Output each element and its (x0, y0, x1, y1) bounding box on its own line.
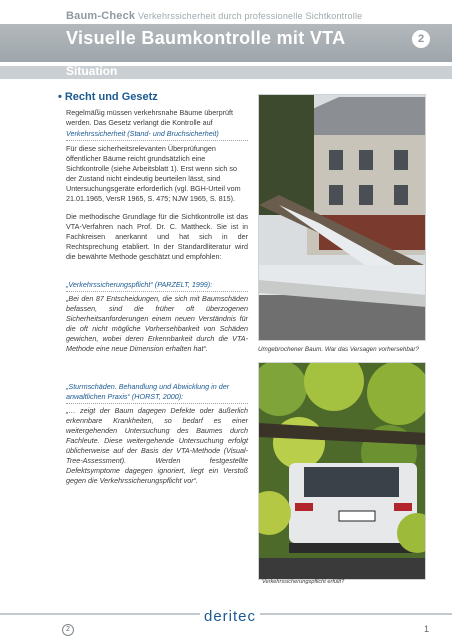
paragraph-3: Die methodische Grundlage für die Sichtkontrolle ist das VTA-Verfahren nach Prof. Dr. C. Mattheck. Sie ist in Fachkreisen anerkannt und hat sich in der Rechtsprechung etabliert. In der Standardliteratur wird die bewährte Methode geschätzt und empfohlen: (66, 212, 248, 261)
page-title: Visuelle Baumkontrolle mit VTA (66, 28, 346, 48)
footer-page-number: 1 (424, 624, 430, 634)
photo-car-accident (258, 362, 426, 580)
chapter-number-badge: 2 (412, 30, 430, 48)
quote-2-title: „Sturmschäden. Behandlung und Abwicklung in der anwaltlichen Praxis“ (HORST, 2000): (66, 382, 230, 401)
section-heading (58, 91, 158, 103)
quote-1-text: „Bei den 87 Entscheidungen, die sich mit Baumschäden befassen, sind die früher oft überzogenen Sicherheitsanforderungen einem neuen Verständnis für die oft nicht mögliche Vorhersehbarkeit von Schäden gewichen, wobei deren Erkennbarkeit durch die VTA-Methode eine neue Dimension erhalten hat“. (66, 294, 248, 353)
section-label: Situation (66, 64, 118, 78)
quote-1-title: „Verkehrssicherungspflicht“ (PARZELT, 1999): (66, 280, 213, 289)
footer-chapter-number: 2 (62, 624, 74, 636)
broken-tree-image (259, 95, 426, 341)
heading-text: Recht und Gesetz (64, 91, 158, 103)
car-accident-image (259, 363, 426, 580)
divider (66, 291, 248, 292)
photo-2-caption: Baumunfall: Hat der Besitzer des Baumes seine Verkehrssicherungspflicht erfüllt? (262, 571, 381, 585)
paragraph-1-link: Verkehrssicherheit (Stand- und Bruchsicherheit) (66, 129, 219, 138)
footer-logo: deritec (200, 608, 260, 625)
brand-name: Baum-Check (66, 10, 136, 22)
divider (66, 140, 248, 141)
brand-subtitle: Verkehrssicherheit durch professionelle Sichtkontrolle (137, 11, 363, 21)
brand-line (66, 10, 362, 22)
photo-1-caption: Umgebrochener Baum. War das Versagen vorhersehbar? (258, 346, 420, 353)
divider (66, 403, 248, 404)
quote-2-text: „… zeigt der Baum dagegen Defekte oder äußerlich erkennbare Krankheiten, so bedarf es einer weitergehenden Untersuchung des Baumes durch Fachleute. Diese weitergehende Untersuchung erfolgt üblicherweise auf der Basis der VTA-Methode (Visual-Tree-Assessment). Werden festgestellte Defektsymptome dagegen ignoriert, liegt ein Verstoß gegen die Verkehrssicherungspflicht vor“. (66, 406, 248, 485)
paragraph-2: Für diese sicherheitsrelevanten Überprüfungen öffentlicher Bäume reicht grundsätzlich eine Sichtkontrolle (siehe Arbeitsblatt 1). Erst wenn sich so der Zustand nicht eindeutig beurteilen lässt, sind Untersuchungsgeräte erforderlich (vgl. BGH-Urteil vom 21.01.1965, VersR 1965, S. 475; NJW 1965, S. 815). (66, 144, 241, 203)
photo-broken-tree (258, 94, 426, 341)
bullet-icon: • (58, 91, 62, 103)
paragraph-1: Regelmäßig müssen verkehrsnahe Bäume überprüft werden. Das Gesetz verlangt die Kontrolle auf (66, 108, 233, 127)
